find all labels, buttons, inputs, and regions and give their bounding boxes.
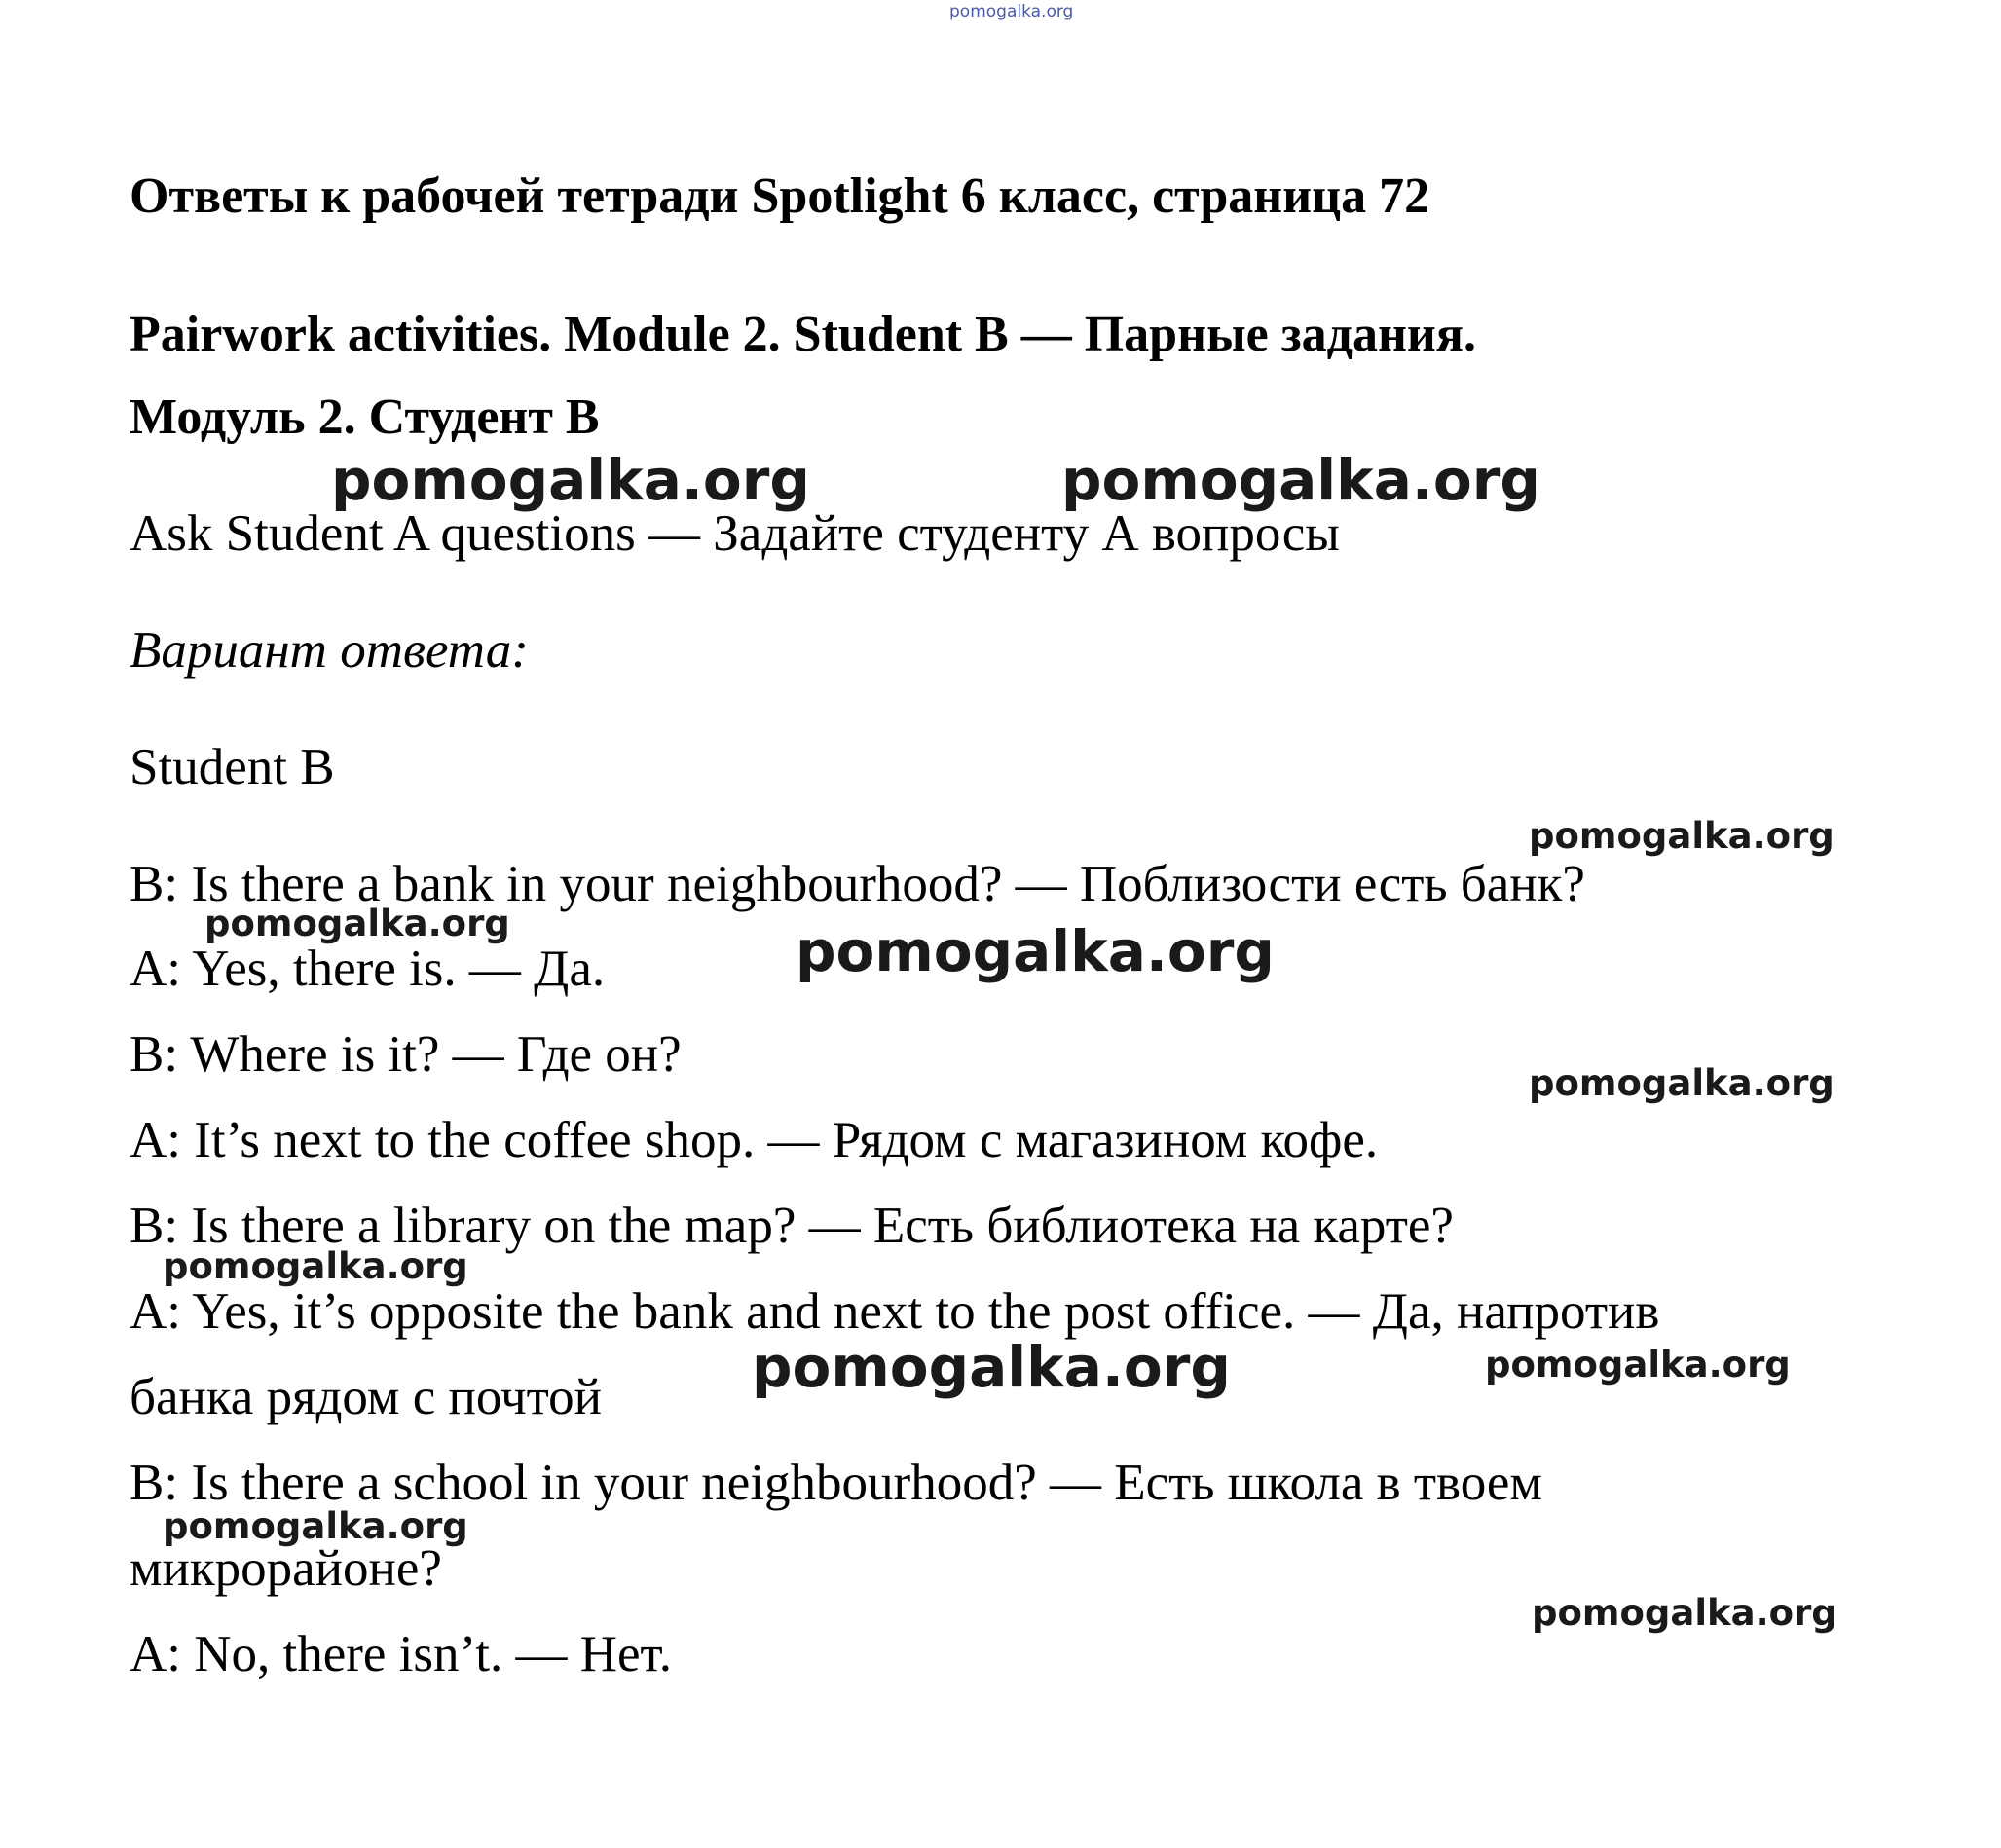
dialogue-line: B: Is there a school in your neighbourhood? — Есть школа в твоем xyxy=(130,1455,1542,1511)
dialogue-line: B: Is there a bank in your neighbourhood? — Поблизости есть банк? xyxy=(130,856,1585,912)
watermark: pomogalka.org xyxy=(163,1245,468,1287)
dialogue-line: A: It’s next to the coffee shop. — Рядом с магазином кофе. xyxy=(130,1112,1379,1168)
dialogue-line: банка рядом с почтой xyxy=(130,1369,602,1425)
dialogue-line: B: Is there a library on the map? — Есть библиотека на карте? xyxy=(130,1198,1454,1254)
watermark: pomogalka.org xyxy=(1529,1062,1834,1104)
dialogue-line: микрорайоне? xyxy=(130,1540,442,1597)
watermark: pomogalka.org xyxy=(752,1334,1231,1400)
watermark: pomogalka.org xyxy=(331,447,810,513)
watermark: pomogalka.org xyxy=(1061,447,1540,513)
dialogue-line: A: Yes, it’s opposite the bank and next to the post office. — Да, напротив xyxy=(130,1283,1660,1340)
watermark: pomogalka.org xyxy=(163,1505,468,1547)
dialogue-line: A: Yes, there is. — Да. xyxy=(130,941,606,997)
dialogue-line: A: No, there isn’t. — Нет. xyxy=(130,1626,672,1682)
watermark: pomogalka.org xyxy=(1532,1592,1837,1634)
watermark: pomogalka.org xyxy=(1529,815,1834,857)
header-watermark: pomogalka.org xyxy=(949,2,1074,21)
subtitle-line-1: Pairwork activities. Module 2. Student B — Парные задания. xyxy=(130,307,1477,362)
instruction-text: Ask Student A questions — Задайте студенту А вопросы xyxy=(130,505,1340,562)
watermark: pomogalka.org xyxy=(796,918,1275,984)
subtitle-line-2: Модуль 2. Студент B xyxy=(130,389,600,445)
answer-label: Вариант ответа: xyxy=(130,622,529,679)
dialogue-line: B: Where is it? — Где он? xyxy=(130,1026,682,1083)
student-label: Student B xyxy=(130,739,335,795)
watermark: pomogalka.org xyxy=(204,903,510,944)
watermark: pomogalka.org xyxy=(1485,1344,1791,1386)
page-title: Ответы к рабочей тетради Spotlight 6 класс, страница 72 xyxy=(130,168,1430,224)
